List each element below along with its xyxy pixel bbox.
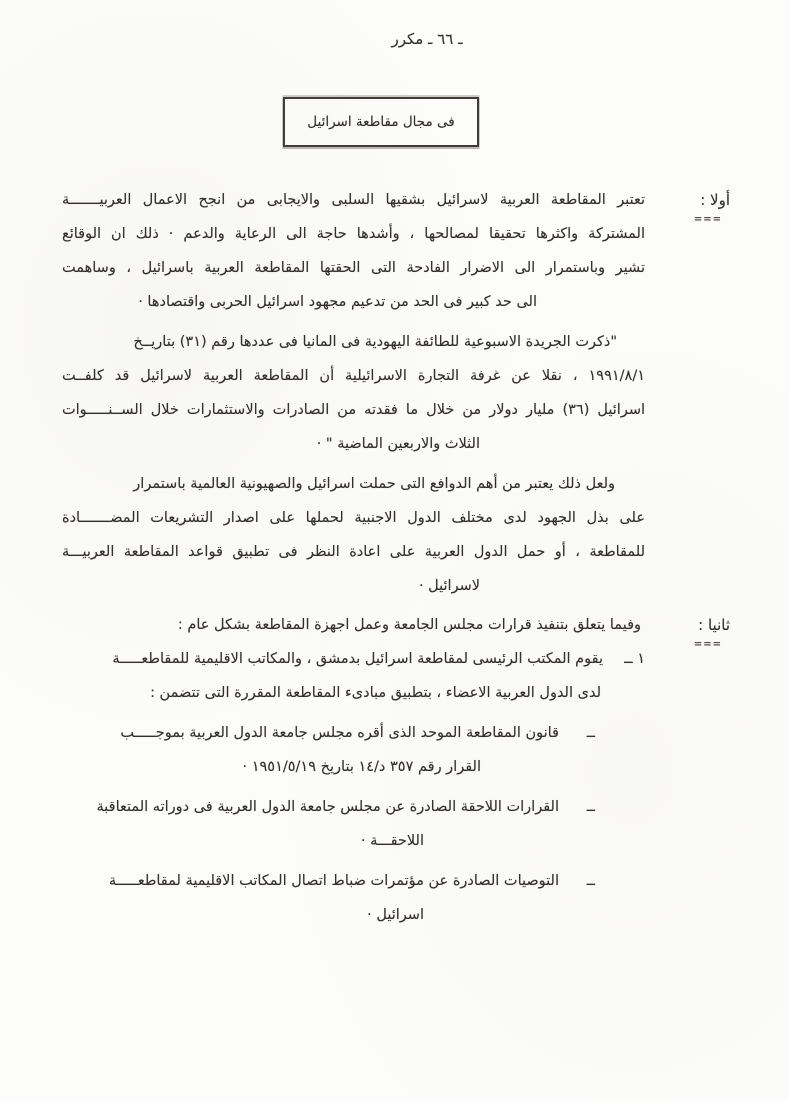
text-line: التوصيات الصادرة عن مؤتمرات ضباط اتصال المكاتب الاقليمية لمقاطعـــــة [108,873,559,889]
paragraph [62,608,645,642]
bullet-item [62,864,595,932]
document-title: فى مجال مقاطعة اسرائيل [307,114,455,130]
text-line: للمقاطعة ، أو حمل الدول العربية على اعادة النظر فى تطبيق قواعد المقاطعة العربيـــة [62,544,645,560]
paragraph [62,467,645,603]
section-second-label-column [645,608,730,932]
section-second [62,608,730,932]
bullet-dash-icon: ــ [586,725,595,741]
section-label: ثانيا : [698,616,730,634]
bullet-text [62,790,559,858]
text-line: تعتبر المقاطعة العربية لاسرائيل بشقيها السلبى والايجابى من انجح الاعمال العربيـــــــة [62,192,645,208]
section-first-text [62,183,645,603]
section-first [62,183,730,603]
section-first-label-column [645,183,730,603]
text-line: وفيما يتعلق بتنفيذ قرارات مجلس الجامعة وعمل اجهزة المقاطعة بشكل عام : [177,617,641,633]
text-line: اللاحقـــة · [360,833,424,849]
document-body [62,183,730,932]
item-number: ١ ــ [624,651,645,667]
section-label: أولا : [700,191,730,209]
paragraph [62,325,645,461]
text-line: "ذكرت الجريدة الاسبوعية للطائفة اليهودية فى المانيا فى عددها رقم (٣١) بتاريــخ [133,334,617,350]
title-box [283,97,479,147]
item-text [62,642,603,710]
text-line: القرارات اللاحقة الصادرة عن مجلس جامعة الدول العربية فى دوراته المتعاقبة [96,799,559,815]
text-line: الى حد كبير فى الحد من تدعيم مجهود اسرائيل الحربى واقتصادها · [138,294,537,310]
text-line: الثلاث والاربعين الماضية " · [316,436,480,452]
text-line: اسرائيل (٣٦) مليار دولار من خلال ما فقدته من الصادرات والاستثمارات خلال الســنـــــوات [62,402,646,418]
numbered-item-1 [62,642,645,710]
page-number: ـ ٦٦ ـ مكرر [391,30,463,48]
text-line: ١٩٩١/٨/١ ، نقلا عن غرفة التجارة الاسرائيلية أن المقاطعة العربية لاسرائيل قد كلفــت [62,368,645,384]
text-line: المشتركة واكثرها تحقيقا لمصالحها ، وأشدها حاجة الى الرعاية والدعم · ذلك ان الوقائع [62,226,645,242]
text-line: القرار رقم ٣٥٧ د/١٤ بتاريخ ١٩٥١/٥/١٩ · [242,759,481,775]
bullet-text [62,864,559,932]
text-line: على بذل الجهود لدى مختلف الدول الاجنبية لحملها على اصدار التشريعات المضـــــــادة [62,510,645,526]
text-line: قانون المقاطعة الموحد الذى أقره مجلس جامعة الدول العربية بموجـــــب [120,725,559,741]
paragraph [62,183,645,319]
text-line: لدى الدول العربية الاعضاء ، بتطبيق مبادىء المقاطعة المقررة التى تتضمن : [150,685,601,701]
bullet-dash-icon: ــ [586,873,595,889]
bullet-item [62,716,595,784]
bullet-dash-icon: ــ [586,799,595,815]
section-second-text [62,608,645,932]
bullet-text [62,716,559,784]
bullet-item [62,790,595,858]
text-line: لاسرائيل · [418,578,480,594]
label-underline: === [693,639,722,650]
text-line: ولعل ذلك يعتبر من أهم الدوافع التى حملت اسرائيل والصهيونية العالمية باستمرار [133,476,615,492]
text-line: يقوم المكتب الرئيسى لمقاطعة اسرائيل بدمشق ، والمكاتب الاقليمية للمقاطعـــــة [112,651,603,667]
text-line: اسرائيل · [367,907,424,923]
label-underline: === [693,214,722,225]
text-line: تشير وباستمرار الى الاضرار الفادحة التى الحقتها المقاطعة العربية باسرائيل ، وساهمت [62,260,645,276]
